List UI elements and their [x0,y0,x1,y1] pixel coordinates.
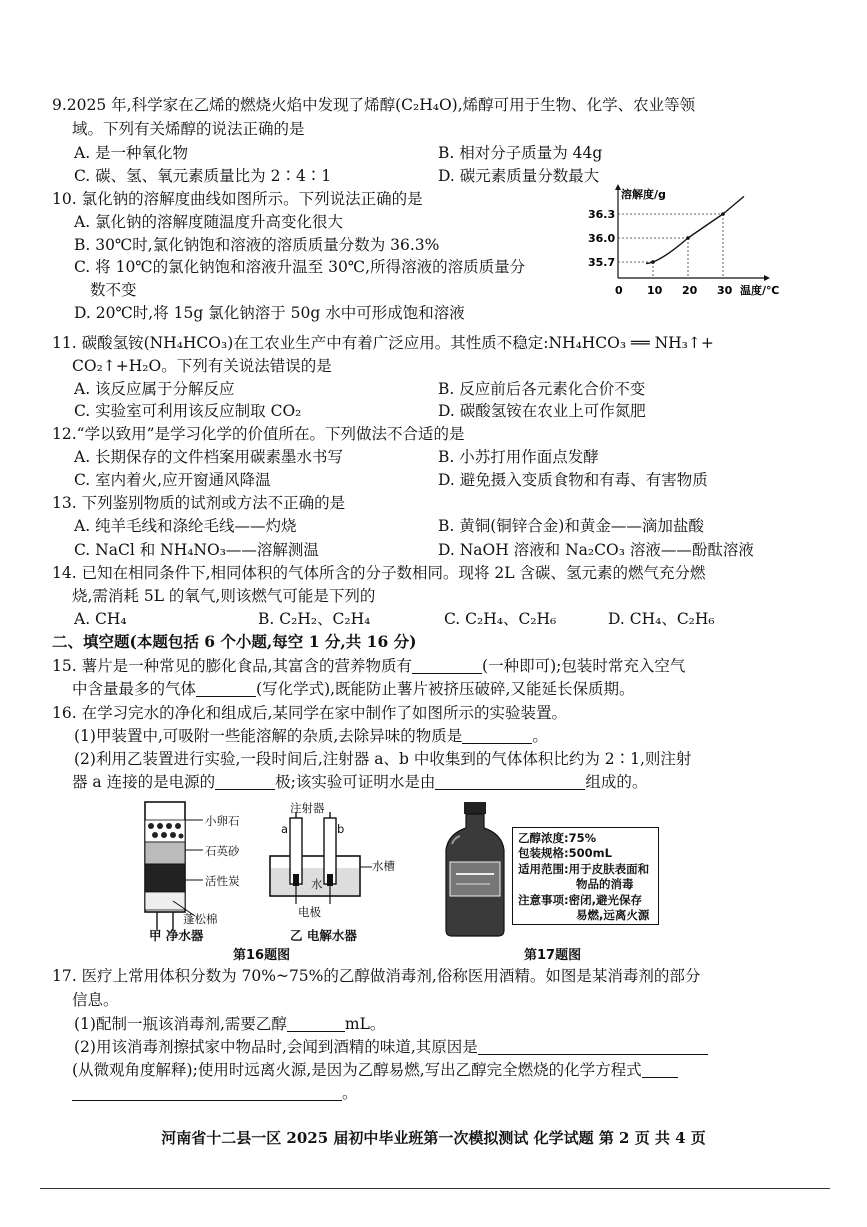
q11-option-d: D. 碳酸氢铵在农业上可作氮肥 [438,402,646,420]
q17-blank-3-cont[interactable] [72,1084,342,1101]
q17-part2-text1: (2)用该消毒剂擦拭家中物品时,会闻到酒精的味道,其原因是 [74,1038,478,1056]
q17-blank-3[interactable] [642,1061,678,1078]
y-tick-label: 36.3 [588,208,616,221]
q10-option-c-line2: 数不变 [90,281,137,299]
x-axis-arrow [764,275,770,281]
q12-option-a: A. 长期保存的文件档案用碳素墨水书写 [74,448,344,466]
section-heading: 二、填空题(本题包括 6 个小题,每空 1 分,共 16 分) [52,632,417,651]
electrode-b [327,874,333,886]
x-tick-label: 10 [647,284,663,297]
data-point [651,260,655,264]
label-cotton: 蓬松棉 [183,912,218,926]
q11-option-c: C. 实验室可利用该反应制取 CO₂ [74,402,302,420]
q16-stem: 16. 在学习完水的净化和组成后,某同学在家中制作了如图所示的实验装置。 [52,704,568,722]
q10-option-c-line1: C. 将 10℃的氯化钠饱和溶液升温至 30℃,所得溶液的溶质质量分 [74,258,526,276]
q12-option-b: B. 小苏打用作面点发酵 [438,448,599,466]
label-syringe-a: a [281,822,289,836]
q11-stem-line1: 11. 碳酸氢铵(NH₄HCO₃)在工农业生产中有着广泛应用。其性质不稳定:NH₄HCO₃ ══ NH₃↑+ [52,334,714,352]
q16-part1-text: (1)甲装置中,可吸附一些能溶解的杂质,去除异味的物质是 [74,727,463,745]
q10-option-a: A. 氯化钠的溶解度随温度升高变化很大 [74,213,344,231]
q9-stem-line1: 9.2025 年,科学家在乙烯的燃烧火焰中发现了烯醇(C₂H₄O),烯醇可用于生物、化学、农业等领 [52,96,696,114]
label-electrode: 电极 [298,905,321,919]
q13-option-d: D. NaOH 溶液和 Na₂CO₃ 溶液——酚酞溶液 [438,541,754,559]
q16-part1 [74,726,548,746]
solubility-curve [646,196,744,263]
q13-stem: 13. 下列鉴别物质的试剂或方法不正确的是 [52,494,346,512]
q14-option-a: A. CH₄ [74,610,127,628]
data-point [686,236,690,240]
q15-line1 [52,656,685,676]
q11-stem-line2: CO₂↑+H₂O。下列有关说法错误的是 [72,357,332,375]
q12-option-d: D. 避免摄入变质食物和有毒、有害物质 [438,471,708,489]
bottom-divider [40,1188,830,1189]
q17-part1-unit: mL。 [344,1015,386,1033]
q13-option-c: C. NaCl 和 NH₄NO₃——溶解测温 [74,541,319,559]
q17-part2-line2 [72,1060,678,1080]
q17-stem-line2: 信息。 [72,991,119,1009]
label-carbon: 活性炭 [205,874,240,888]
sand-layer [145,842,185,864]
info-concentration: 乙醇浓度:75% [518,831,597,845]
pebble-layer [145,820,185,842]
label-purifier: 甲 净水器 [149,928,204,943]
label-tank: 水槽 [372,859,395,873]
info-usage-2: 物品的消毒 [576,877,634,891]
q15-text2: (一种即可);包装时常充入空气 [482,657,686,675]
q17-part2-text2: (从微观角度解释);使用时远离火源,是因为乙醇易燃,写出乙醇完全燃烧的化学方程式 [72,1061,642,1079]
q16-part2-text3: 组成的。 [585,773,648,791]
label-syringe: 注射器 [290,801,325,815]
label-syringe-b: b [337,822,345,836]
q14-stem-line1: 14. 已知在相同条件下,相同体积的气体所含的分子数相同。现将 2L 含碳、氢元素的燃气充分燃 [52,564,706,582]
q9-option-d: D. 碳元素质量分数最大 [438,167,600,185]
q10-option-d: D. 20℃时,将 15g 氯化钠溶于 50g 水中可形成饱和溶液 [74,304,465,322]
q9-option-a: A. 是一种氧化物 [74,144,189,162]
bottle-label [450,862,500,896]
figure-17-caption: 第17题图 [524,948,582,963]
q15-text3: 中含量最多的气体 [72,680,197,698]
q13-option-a: A. 纯羊毛线和涤纶毛线——灼烧 [74,517,297,535]
q10-option-b: B. 30℃时,氯化钠饱和溶液的溶质质量分数为 36.3% [74,236,440,254]
electrolysis-figure [262,812,382,922]
q17-blank-2[interactable] [478,1038,708,1055]
x-tick-label: 20 [682,284,698,297]
figure-16-caption: 第16题图 [233,948,291,963]
q12-stem: 12.“学以致用”是学习化学的价值所在。下列做法不合适的是 [52,425,465,443]
info-caution-2: 易燃,远离火源 [576,908,650,922]
electrode-a [293,874,299,886]
q16-blank-1[interactable] [462,727,532,744]
q9-option-c: C. 碳、氢、氧元素质量比为 2∶4∶1 [74,167,332,185]
q16-part2-line1: (2)利用乙装置进行实验,一段时间后,注射器 a、b 中收集到的气体体积比约为 2∶1,则注射 [74,750,692,768]
label-water: 水 [311,877,323,891]
q9-option-b: B. 相对分子质量为 44g [438,144,603,162]
q16-part2-text2: 极;该实验可证明水是由 [275,773,436,791]
q14-option-d: D. CH₄、C₂H₆ [608,610,715,628]
solubility-chart [588,186,780,306]
q17-blank-1[interactable] [287,1015,345,1032]
bottle-cap [464,802,486,814]
q15-blank-1[interactable] [412,657,482,674]
q13-option-b: B. 黄铜(铜锌合金)和黄金——滴加盐酸 [438,517,704,535]
page-footer: 河南省十二县一区 2025 届初中毕业班第一次模拟测试 化学试题 第 2 页 共 4 页 [161,1129,706,1147]
data-point [721,212,725,216]
y-axis-label: 溶解度/g [621,188,666,201]
q12-option-c: C. 室内着火,应开窗通风降温 [74,471,271,489]
q14-stem-line2: 烧,需消耗 5L 的氧气,则该燃气可能是下列的 [72,587,376,605]
q16-blank-2[interactable] [215,773,275,790]
q14-option-b: B. C₂H₂、C₂H₄ [258,610,371,628]
q17-stem-line1: 17. 医疗上常用体积分数为 70%~75%的乙醇做消毒剂,俗称医用酒精。如图是某消毒剂的部分 [52,967,701,985]
alcohol-bottle-figure [440,800,510,940]
q17-part2-line3 [72,1083,358,1103]
y-tick-label: 35.7 [588,256,616,269]
info-caution-1: 注意事项:密闭,避光保存 [518,893,642,907]
q16-part2-text1: 器 a 连接的是电源的 [72,773,216,791]
q17-part2-line1 [74,1037,708,1057]
y-tick-label: 36.0 [588,232,616,245]
q16-blank-3[interactable] [435,773,585,790]
q15-line2 [72,679,634,699]
q16-part1-end: 。 [532,727,548,745]
info-usage-1: 适用范围:用于皮肤表面和 [518,862,650,876]
carbon-layer [145,864,185,892]
q17-part2-end: 。 [342,1084,358,1102]
q10-stem: 10. 氯化钠的溶解度曲线如图所示。下列说法正确的是 [52,190,423,208]
x-tick-label: 30 [717,284,733,297]
q15-text1: 15. 薯片是一种常见的膨化食品,其富含的营养物质有 [52,657,413,675]
info-size: 包装规格:500mL [518,846,612,860]
q17-part1 [74,1014,385,1034]
q11-option-a: A. 该反应属于分解反应 [74,380,235,398]
label-pebbles: 小卵石 [205,814,240,828]
label-sand: 石英砂 [205,844,240,858]
x-axis-label: 温度/℃ [740,284,780,297]
cotton-layer [145,892,185,910]
q15-text4: (写化学式),既能防止薯片被挤压破碎,又能延长保质期。 [256,680,635,698]
q11-option-b: B. 反应前后各元素化合价不变 [438,380,646,398]
x-tick-label: 0 [615,284,623,297]
q9-stem-line2: 域。下列有关烯醇的说法正确的是 [72,120,305,138]
q16-part2-line2 [72,772,647,792]
q15-blank-2[interactable] [196,680,256,697]
label-electrolysis: 乙 电解水器 [290,928,357,943]
q17-part1-text: (1)配制一瓶该消毒剂,需要乙醇 [74,1015,287,1033]
q14-option-c: C. C₂H₄、C₂H₆ [444,610,557,628]
